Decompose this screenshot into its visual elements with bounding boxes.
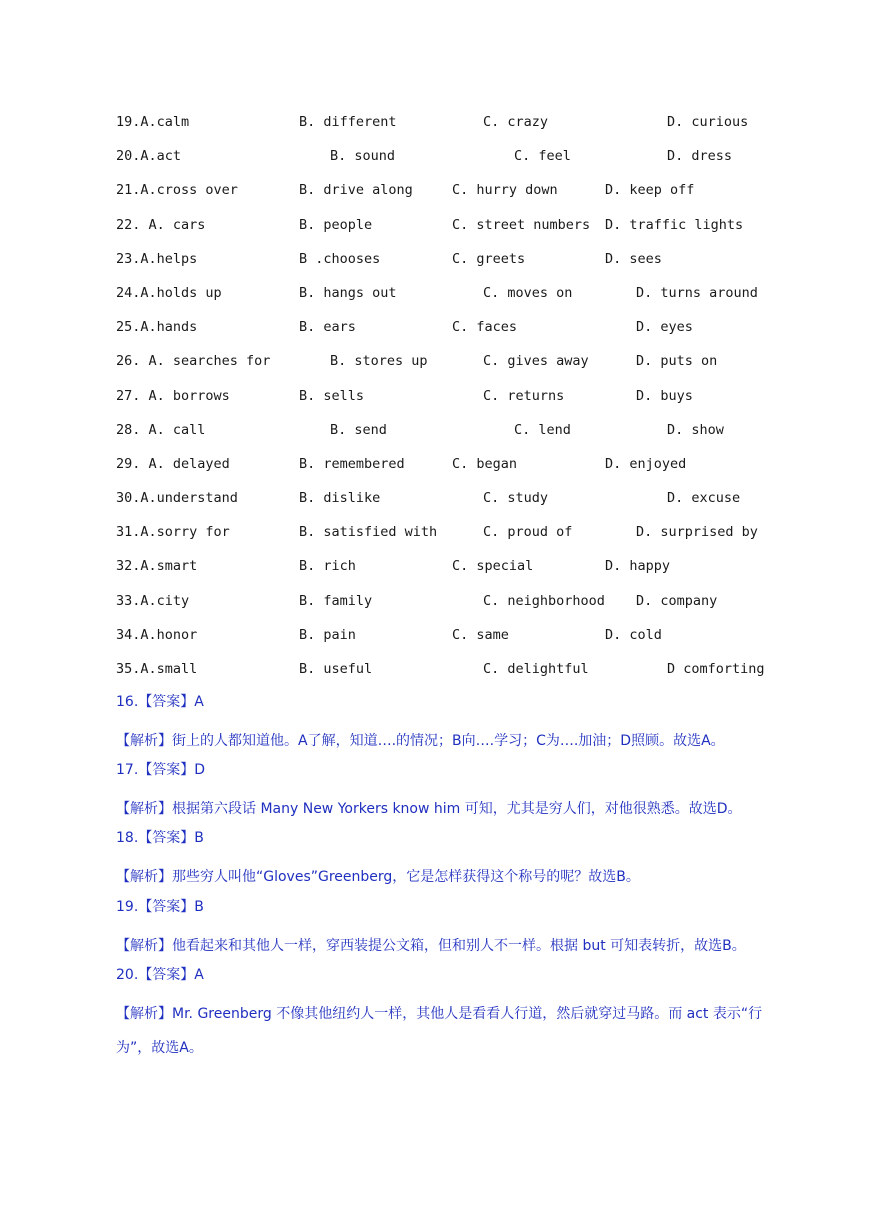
question-row	[116, 555, 776, 589]
option-a: 29. A. delayed	[116, 455, 230, 472]
question-row	[116, 590, 776, 624]
question-row	[116, 214, 776, 248]
option-c: C. proud of	[483, 524, 573, 541]
option-b: B. satisfied with	[299, 524, 438, 541]
option-a: 35.A.small	[116, 661, 198, 677]
answer-analysis: 【解析】街上的人都知道他。A了解，知道….的情况；B向….学习；C为….加油；D照顾。故选A。	[116, 733, 725, 750]
option-b: B. people	[299, 216, 373, 233]
option-c: C. returns	[483, 387, 565, 404]
answer-key: 19.【答案】B	[116, 898, 204, 915]
option-d: D. excuse	[667, 490, 741, 507]
question-row	[116, 248, 776, 282]
answer-key: 20.【答案】A	[116, 966, 204, 983]
option-b: B .chooses	[299, 250, 381, 267]
option-d: D. happy	[605, 558, 671, 575]
option-c: C. special	[452, 558, 534, 575]
option-c: C. greets	[452, 250, 526, 267]
option-a: 34.A.honor	[116, 626, 198, 643]
question-options	[116, 111, 776, 692]
option-b: B. stores up	[330, 353, 428, 370]
option-a: 24.A.holds up	[116, 284, 222, 301]
option-b: B. different	[299, 114, 397, 130]
option-d: D comforting	[667, 661, 765, 677]
question-row	[116, 658, 776, 692]
option-d: D. show	[667, 421, 724, 438]
option-d: D. traffic lights	[605, 216, 744, 233]
option-a: 27. A. borrows	[116, 387, 230, 404]
option-b: B. rich	[299, 558, 356, 575]
answer-analysis: 【解析】那些穷人叫他“Gloves”Greenberg，它是怎样获得这个称号的呢？故选B。	[116, 869, 640, 886]
option-a: 32.A.smart	[116, 558, 198, 575]
answer-analysis: 【解析】根据第六段话 Many New Yorkers know him 可知，尤其是穷人们，对他很熟悉。故选D。	[116, 801, 742, 818]
option-d: D. eyes	[636, 319, 693, 336]
option-a: 20.A.act	[116, 148, 182, 165]
question-row	[116, 282, 776, 316]
option-b: B. useful	[299, 661, 373, 677]
option-d: D. curious	[667, 114, 749, 130]
option-c: C. moves on	[483, 284, 573, 301]
answer-key: 18.【答案】B	[116, 830, 204, 847]
option-a: 28. A. call	[116, 421, 206, 438]
option-d: D. company	[636, 592, 718, 609]
answer-analysis: 【解析】Mr. Greenberg 不像其他纽约人一样，其他人是看看人行道，然后就穿过马路。而 act 表示“行为”，故选A。	[116, 1005, 763, 1056]
option-b: B. sound	[330, 148, 396, 165]
option-d: D. buys	[636, 387, 693, 404]
option-b: B. hangs out	[299, 284, 397, 301]
question-row	[116, 111, 776, 145]
option-a: 23.A.helps	[116, 250, 198, 267]
option-a: 21.A.cross over	[116, 182, 238, 199]
option-c: C. feel	[514, 148, 571, 165]
question-row	[116, 419, 776, 453]
option-d: D. sees	[605, 250, 662, 267]
option-c: C. began	[452, 455, 518, 472]
question-row	[116, 316, 776, 350]
option-b: B. pain	[299, 626, 356, 643]
question-row	[116, 487, 776, 521]
option-a: 31.A.sorry for	[116, 524, 230, 541]
option-c: C. faces	[452, 319, 518, 336]
option-a: 19.A.calm	[116, 114, 190, 130]
option-c: C. crazy	[483, 114, 549, 130]
option-b: B. dislike	[299, 490, 381, 507]
option-a: 22. A. cars	[116, 216, 206, 233]
option-c: C. gives away	[483, 353, 589, 370]
question-row	[116, 521, 776, 555]
option-d: D. enjoyed	[605, 455, 687, 472]
option-b: B. send	[330, 421, 387, 438]
option-a: 33.A.city	[116, 592, 190, 609]
option-a: 25.A.hands	[116, 319, 198, 336]
option-a: 30.A.understand	[116, 490, 238, 507]
question-row	[116, 350, 776, 384]
option-b: B. sells	[299, 387, 365, 404]
option-d: D. turns around	[636, 284, 758, 301]
answer-section	[116, 690, 776, 1065]
option-d: D. puts on	[636, 353, 718, 370]
answer-key: 17.【答案】D	[116, 762, 206, 779]
option-d: D. surprised by	[636, 524, 758, 541]
option-c: C. street numbers	[452, 216, 591, 233]
option-c: C. hurry down	[452, 182, 558, 199]
option-b: B. ears	[299, 319, 356, 336]
option-c: C. delightful	[483, 661, 589, 677]
question-row	[116, 453, 776, 487]
option-b: B. drive along	[299, 182, 413, 199]
option-c: C. neighborhood	[483, 592, 605, 609]
question-row	[116, 385, 776, 419]
answer-key: 16.【答案】A	[116, 694, 204, 710]
option-b: B. family	[299, 592, 373, 609]
question-row	[116, 179, 776, 213]
answer-analysis: 【解析】他看起来和其他人一样，穿西装提公文箱，但和别人不一样。根据 but 可知表转折，故选B。	[116, 937, 746, 954]
option-a: 26. A. searches for	[116, 353, 271, 370]
question-row	[116, 145, 776, 179]
option-b: B. remembered	[299, 455, 405, 472]
option-c: C. lend	[514, 421, 571, 438]
option-d: D. dress	[667, 148, 733, 165]
question-row	[116, 624, 776, 658]
option-c: C. study	[483, 490, 549, 507]
option-c: C. same	[452, 626, 509, 643]
option-d: D. cold	[605, 626, 662, 643]
option-d: D. keep off	[605, 182, 695, 199]
